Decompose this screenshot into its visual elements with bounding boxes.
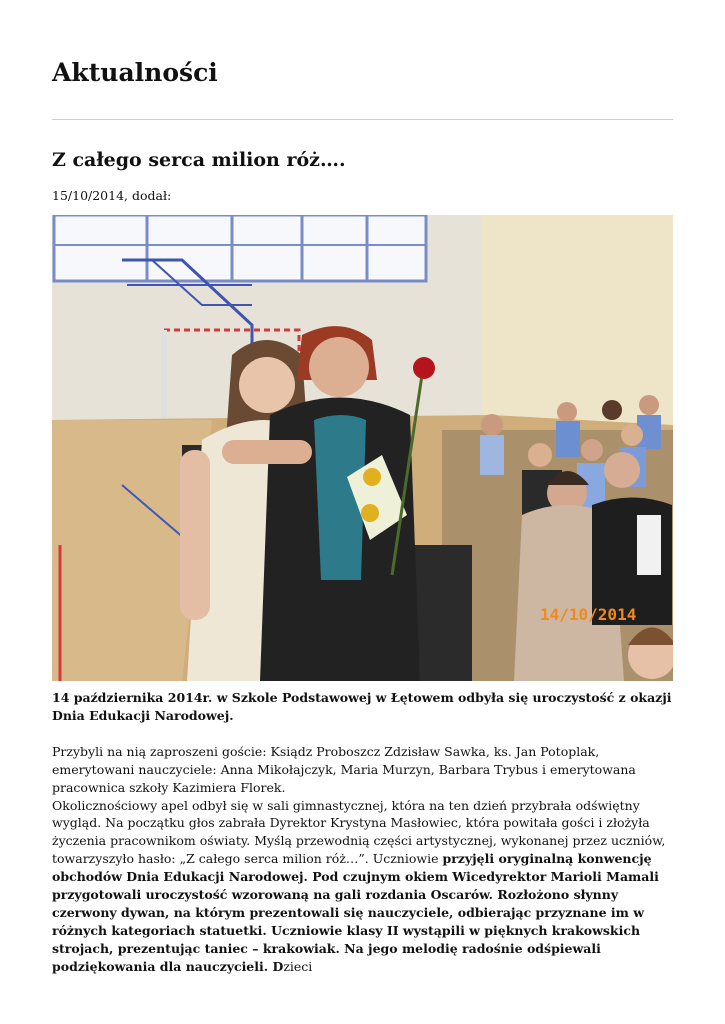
divider xyxy=(52,119,673,120)
post-paragraph-ceremony xyxy=(52,797,677,976)
paragraph-text: Okolicznościowy apel odbył się w sali gimnastycznej, która na ten dzień przybrała odświętny wygląd. Na początku głos zabrała Dyrektor Krystyna Masłowiec, która powitała gości i złożyła życzenia pracownikom oświaty. Myślą przewodnią części artystycznej, wykonanej przez uczniów, towarzyszyło hasło: „Z całego serca milion róż…”. Uczniowie xyxy=(52,797,666,867)
post-content xyxy=(52,689,677,976)
post-paragraph-guests: Przybyli na nią zaproszeni goście: Ksiądz Proboszcz Zdzisław Sawka, ks. Jan Potoplak, emerytowani nauczyciele: Anna Mikołajczyk, Maria Murzyn, Barbara Trybus i emerytowana pracownica szkoły Kazimiera Florek. xyxy=(52,743,636,795)
post-lead: 14 października 2014r. w Szkole Podstawowej w Łętowem odbyła się uroczystość z okazji Dnia Edukacji Narodowej. xyxy=(52,690,672,723)
paragraph-tail-text: zieci xyxy=(283,958,313,974)
photo-date-stamp: 14/10/2014 xyxy=(540,605,637,624)
post-meta: 15/10/2014, dodał: xyxy=(52,188,172,203)
paragraph-bold-text: przyjęli oryginalną konwencję obchodów Dnia Edukacji Narodowej. Pod czujnym okiem Wicedyrektor Marioli Mamali przygotowali uroczystość wzorowaną na gali rozdania Oscarów. Rozłożono słynny czerwony dywan, na którym prezentowali się nauczyciele, odbierając przyznane im w różnych kategoriach statuetki. Uczniowie klasy II wystąpili w pięknych krakowskich strojach, prezentując taniec – krakowiak. Na jego melodię radośnie odśpiewali podziękowania dla nauczycieli. D xyxy=(52,851,659,974)
section-title: Aktualności xyxy=(52,58,218,87)
post-photo xyxy=(52,215,673,681)
post-title[interactable]: Z całego serca milion róż…. xyxy=(52,149,346,171)
